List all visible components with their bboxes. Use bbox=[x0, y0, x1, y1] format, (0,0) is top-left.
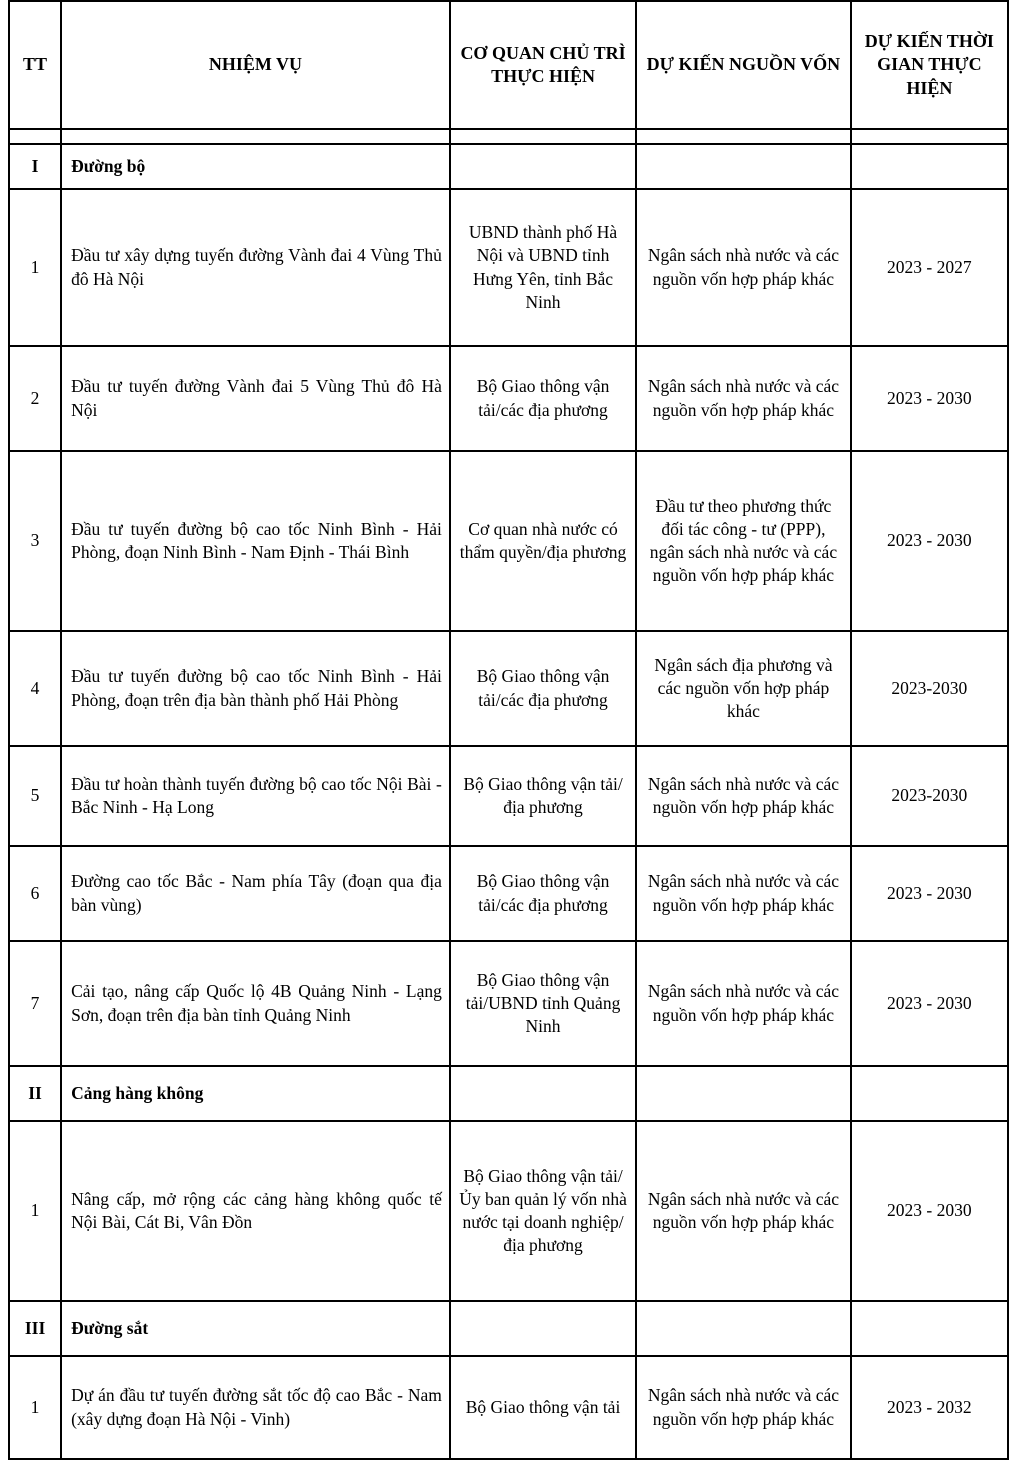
spacer-row bbox=[9, 129, 1008, 144]
section-row bbox=[9, 1301, 1008, 1356]
cell-task: Đường cao tốc Bắc - Nam phía Tây (đoạn qua địa bàn vùng) bbox=[61, 846, 450, 941]
cell-task: Đường bộ bbox=[61, 144, 450, 189]
task-row bbox=[9, 451, 1008, 631]
cell-task: Đầu tư tuyến đường Vành đai 5 Vùng Thủ đô Hà Nội bbox=[61, 346, 450, 451]
cell-task: Đầu tư tuyến đường bộ cao tốc Ninh Bình - Hải Phòng, đoạn trên địa bàn thành phố Hải Phòng bbox=[61, 631, 450, 746]
cell-capital: Ngân sách địa phương và các nguồn vốn hợp pháp khác bbox=[636, 631, 850, 746]
cell-task: Đường sắt bbox=[61, 1301, 450, 1356]
cell-capital: Ngân sách nhà nước và các nguồn vốn hợp pháp khác bbox=[636, 941, 850, 1066]
cell-task: Đầu tư hoàn thành tuyến đường bộ cao tốc Nội Bài - Bắc Ninh - Hạ Long bbox=[61, 746, 450, 846]
cell-capital bbox=[636, 1301, 850, 1356]
cell-capital: Ngân sách nhà nước và các nguồn vốn hợp pháp khác bbox=[636, 846, 850, 941]
cell-time: 2023 - 2030 bbox=[851, 941, 1008, 1066]
cell-capital bbox=[636, 1066, 850, 1121]
section-row bbox=[9, 1066, 1008, 1121]
cell-agency bbox=[450, 1301, 636, 1356]
cell-task: Cảng hàng không bbox=[61, 1066, 450, 1121]
cell-time: 2023 - 2030 bbox=[851, 346, 1008, 451]
tasks-table bbox=[8, 0, 1009, 1460]
spacer-cell bbox=[450, 129, 636, 144]
cell-capital bbox=[636, 144, 850, 189]
task-row bbox=[9, 346, 1008, 451]
cell-capital: Ngân sách nhà nước và các nguồn vốn hợp pháp khác bbox=[636, 746, 850, 846]
cell-agency: Bộ Giao thông vận tải/UBND tỉnh Quảng Ninh bbox=[450, 941, 636, 1066]
table-body bbox=[9, 144, 1008, 1459]
cell-agency: UBND thành phố Hà Nội và UBND tỉnh Hưng Yên, tỉnh Bắc Ninh bbox=[450, 189, 636, 346]
cell-time: 2023 - 2030 bbox=[851, 451, 1008, 631]
cell-tt: 7 bbox=[9, 941, 61, 1066]
cell-tt: III bbox=[9, 1301, 61, 1356]
task-row bbox=[9, 746, 1008, 846]
header-row bbox=[9, 1, 1008, 129]
cell-time: 2023 - 2032 bbox=[851, 1356, 1008, 1459]
task-row bbox=[9, 189, 1008, 346]
cell-agency: Bộ Giao thông vận tải/Ủy ban quản lý vốn nhà nước tại doanh nghiệp/địa phương bbox=[450, 1121, 636, 1301]
cell-agency: Bộ Giao thông vận tải/các địa phương bbox=[450, 631, 636, 746]
cell-task: Dự án đầu tư tuyến đường sắt tốc độ cao Bắc - Nam (xây dựng đoạn Hà Nội - Vinh) bbox=[61, 1356, 450, 1459]
cell-agency: Cơ quan nhà nước có thẩm quyền/địa phương bbox=[450, 451, 636, 631]
cell-tt: 1 bbox=[9, 189, 61, 346]
cell-tt: 6 bbox=[9, 846, 61, 941]
cell-task: Đầu tư tuyến đường bộ cao tốc Ninh Bình - Hải Phòng, đoạn Ninh Bình - Nam Định - Thái Bình bbox=[61, 451, 450, 631]
header-task: NHIỆM VỤ bbox=[61, 1, 450, 129]
cell-time: 2023-2030 bbox=[851, 746, 1008, 846]
cell-task: Cải tạo, nâng cấp Quốc lộ 4B Quảng Ninh - Lạng Sơn, đoạn trên địa bàn tỉnh Quảng Ninh bbox=[61, 941, 450, 1066]
cell-tt: 1 bbox=[9, 1356, 61, 1459]
cell-capital: Ngân sách nhà nước và các nguồn vốn hợp pháp khác bbox=[636, 189, 850, 346]
task-row bbox=[9, 1356, 1008, 1459]
cell-time bbox=[851, 1066, 1008, 1121]
cell-agency: Bộ Giao thông vận tải bbox=[450, 1356, 636, 1459]
cell-time: 2023-2030 bbox=[851, 631, 1008, 746]
task-row bbox=[9, 631, 1008, 746]
header-tt: TT bbox=[9, 1, 61, 129]
cell-tt: I bbox=[9, 144, 61, 189]
cell-capital: Ngân sách nhà nước và các nguồn vốn hợp pháp khác bbox=[636, 346, 850, 451]
cell-capital: Ngân sách nhà nước và các nguồn vốn hợp pháp khác bbox=[636, 1121, 850, 1301]
cell-tt: 5 bbox=[9, 746, 61, 846]
header-time: DỰ KIẾN THỜI GIAN THỰC HIỆN bbox=[851, 1, 1008, 129]
spacer-cell bbox=[61, 129, 450, 144]
cell-tt: II bbox=[9, 1066, 61, 1121]
spacer-cell bbox=[9, 129, 61, 144]
spacer-cell bbox=[636, 129, 850, 144]
cell-agency: Bộ Giao thông vận tải/ địa phương bbox=[450, 746, 636, 846]
cell-tt: 4 bbox=[9, 631, 61, 746]
cell-task: Nâng cấp, mở rộng các cảng hàng không quốc tế Nội Bài, Cát Bi, Vân Đồn bbox=[61, 1121, 450, 1301]
cell-time: 2023 - 2030 bbox=[851, 846, 1008, 941]
cell-time bbox=[851, 144, 1008, 189]
header-capital: DỰ KIẾN NGUỒN VỐN bbox=[636, 1, 850, 129]
cell-tt: 2 bbox=[9, 346, 61, 451]
cell-tt: 1 bbox=[9, 1121, 61, 1301]
cell-agency bbox=[450, 144, 636, 189]
cell-capital: Ngân sách nhà nước và các nguồn vốn hợp pháp khác bbox=[636, 1356, 850, 1459]
cell-agency: Bộ Giao thông vận tải/các địa phương bbox=[450, 346, 636, 451]
spacer-cell bbox=[851, 129, 1008, 144]
cell-time: 2023 - 2030 bbox=[851, 1121, 1008, 1301]
cell-agency bbox=[450, 1066, 636, 1121]
cell-time bbox=[851, 1301, 1008, 1356]
section-row bbox=[9, 144, 1008, 189]
task-row bbox=[9, 1121, 1008, 1301]
task-row bbox=[9, 941, 1008, 1066]
cell-task: Đầu tư xây dựng tuyến đường Vành đai 4 Vùng Thủ đô Hà Nội bbox=[61, 189, 450, 346]
cell-agency: Bộ Giao thông vận tải/các địa phương bbox=[450, 846, 636, 941]
table-header bbox=[9, 1, 1008, 144]
cell-tt: 3 bbox=[9, 451, 61, 631]
cell-time: 2023 - 2027 bbox=[851, 189, 1008, 346]
task-row bbox=[9, 846, 1008, 941]
header-agency: CƠ QUAN CHỦ TRÌ THỰC HIỆN bbox=[450, 1, 636, 129]
cell-capital: Đầu tư theo phương thức đối tác công - tư (PPP), ngân sách nhà nước và các nguồn vốn hợp pháp khác bbox=[636, 451, 850, 631]
